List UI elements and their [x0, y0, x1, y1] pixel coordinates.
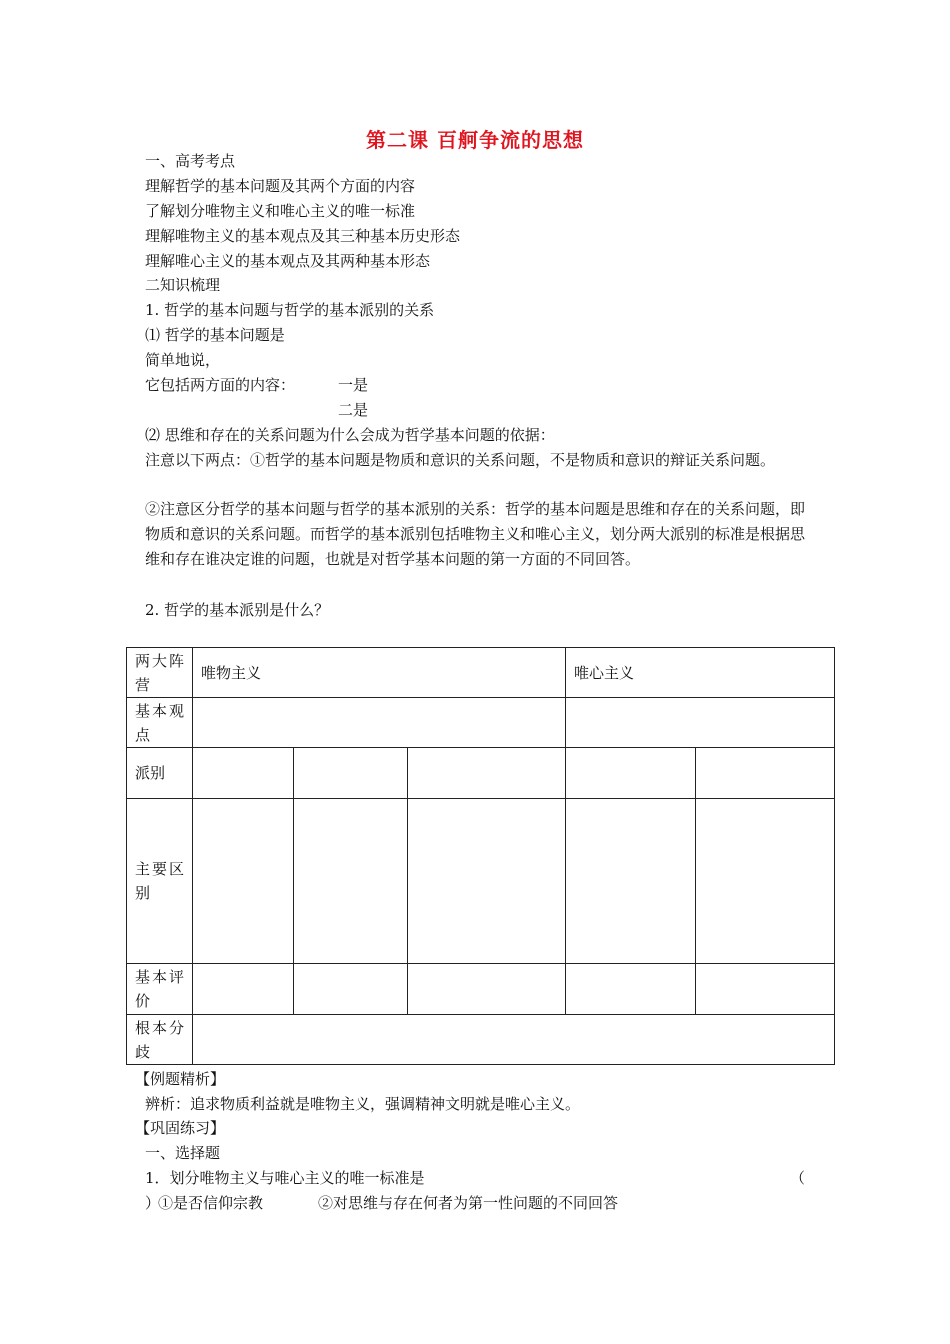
root-divergence-cell[interactable]	[193, 1015, 835, 1065]
school-cell[interactable]	[696, 748, 835, 799]
evaluation-cell[interactable]	[566, 964, 696, 1015]
aspect-second: 二是	[338, 401, 369, 419]
table-row	[127, 964, 835, 1015]
evaluation-label: 基本评价	[127, 964, 193, 1015]
evaluation-cell[interactable]	[193, 964, 294, 1015]
idealism-basic-view-cell[interactable]	[566, 698, 835, 748]
materialism-header: 唯物主义	[193, 648, 566, 698]
choice-section-heading: 一、选择题	[145, 1144, 221, 1162]
table-row	[127, 1015, 835, 1065]
section-heading-knowledge: 二知识梳理	[145, 276, 221, 294]
exam-point-item: 理解哲学的基本问题及其两个方面的内容	[145, 177, 416, 195]
difference-cell[interactable]	[193, 799, 294, 964]
question-1: 1. 哲学的基本问题与哲学的基本派别的关系	[145, 301, 435, 319]
section-heading-exam-points: 一、高考考点	[145, 152, 236, 170]
difference-cell[interactable]	[696, 799, 835, 964]
materialism-basic-view-cell[interactable]	[193, 698, 566, 748]
table-row	[127, 799, 835, 964]
table-row	[127, 698, 835, 748]
exam-point-item: 理解唯物主义的基本观点及其三种基本历史形态	[145, 227, 461, 245]
exam-point-item: 了解划分唯物主义和唯心主义的唯一标准	[145, 202, 416, 220]
note-paragraph-2: ②注意区分哲学的基本问题与哲学的基本派别的关系：哲学的基本问题是思维和存在的关系问题，即物质和意识的关系问题。而哲学的基本派别包括唯物主义和唯心主义，划分两大派别的标准是根据思维和存在谁决定谁的问题，也就是对哲学基本问题的第一方面的不同回答。	[145, 500, 806, 568]
difference-cell[interactable]	[408, 799, 566, 964]
school-cell[interactable]	[566, 748, 696, 799]
practice-question-1: 1．划分唯物主义与唯心主义的唯一标准是	[145, 1169, 425, 1187]
exam-point-item: 理解唯心主义的基本观点及其两种基本形态	[145, 252, 431, 270]
main-diff-label: 主要区别	[127, 799, 193, 964]
basic-view-label: 基本观点	[127, 698, 193, 748]
note-paragraph-1: 注意以下两点：①哲学的基本问题是物质和意识的关系问题，不是物质和意识的辩证关系问题。	[145, 451, 776, 469]
question-2: 2. 哲学的基本派别是什么？	[145, 601, 330, 619]
evaluation-cell[interactable]	[696, 964, 835, 1015]
option-2: ②对思维与存在何者为第一性问题的不同回答	[318, 1194, 619, 1212]
evaluation-cell[interactable]	[408, 964, 566, 1015]
lesson-title: 第二课 百舸争流的思想	[366, 128, 584, 152]
practice-heading: 【巩固练习】	[135, 1119, 226, 1137]
idealism-header: 唯心主义	[566, 648, 835, 698]
school-cell[interactable]	[294, 748, 408, 799]
example-text: 辨析：追求物质利益就是唯物主义，强调精神文明就是唯心主义。	[145, 1095, 581, 1113]
difference-cell[interactable]	[566, 799, 696, 964]
question-1-2: ⑵ 思维和存在的关系问题为什么会成为哲学基本问题的依据：	[145, 426, 555, 444]
answer-paren-close: ）	[145, 1194, 161, 1212]
camps-label: 两大阵营	[127, 648, 193, 698]
question-1-1: ⑴ 哲学的基本问题是	[145, 326, 285, 344]
table-row	[127, 748, 835, 799]
root-divergence-label: 根本分歧	[127, 1015, 193, 1065]
difference-cell[interactable]	[294, 799, 408, 964]
school-cell[interactable]	[408, 748, 566, 799]
answer-paren-open: （	[790, 1169, 806, 1187]
aspect-first: 一是	[338, 376, 369, 394]
philosophy-schools-table	[126, 647, 835, 1065]
option-1: ①是否信仰宗教	[158, 1194, 264, 1212]
simply-put: 简单地说，	[145, 351, 221, 369]
school-cell[interactable]	[193, 748, 294, 799]
two-aspects-label: 它包括两方面的内容：	[145, 376, 296, 394]
table-row	[127, 648, 835, 698]
schools-label: 派别	[127, 748, 193, 799]
evaluation-cell[interactable]	[294, 964, 408, 1015]
example-heading: 【例题精析】	[135, 1070, 226, 1088]
